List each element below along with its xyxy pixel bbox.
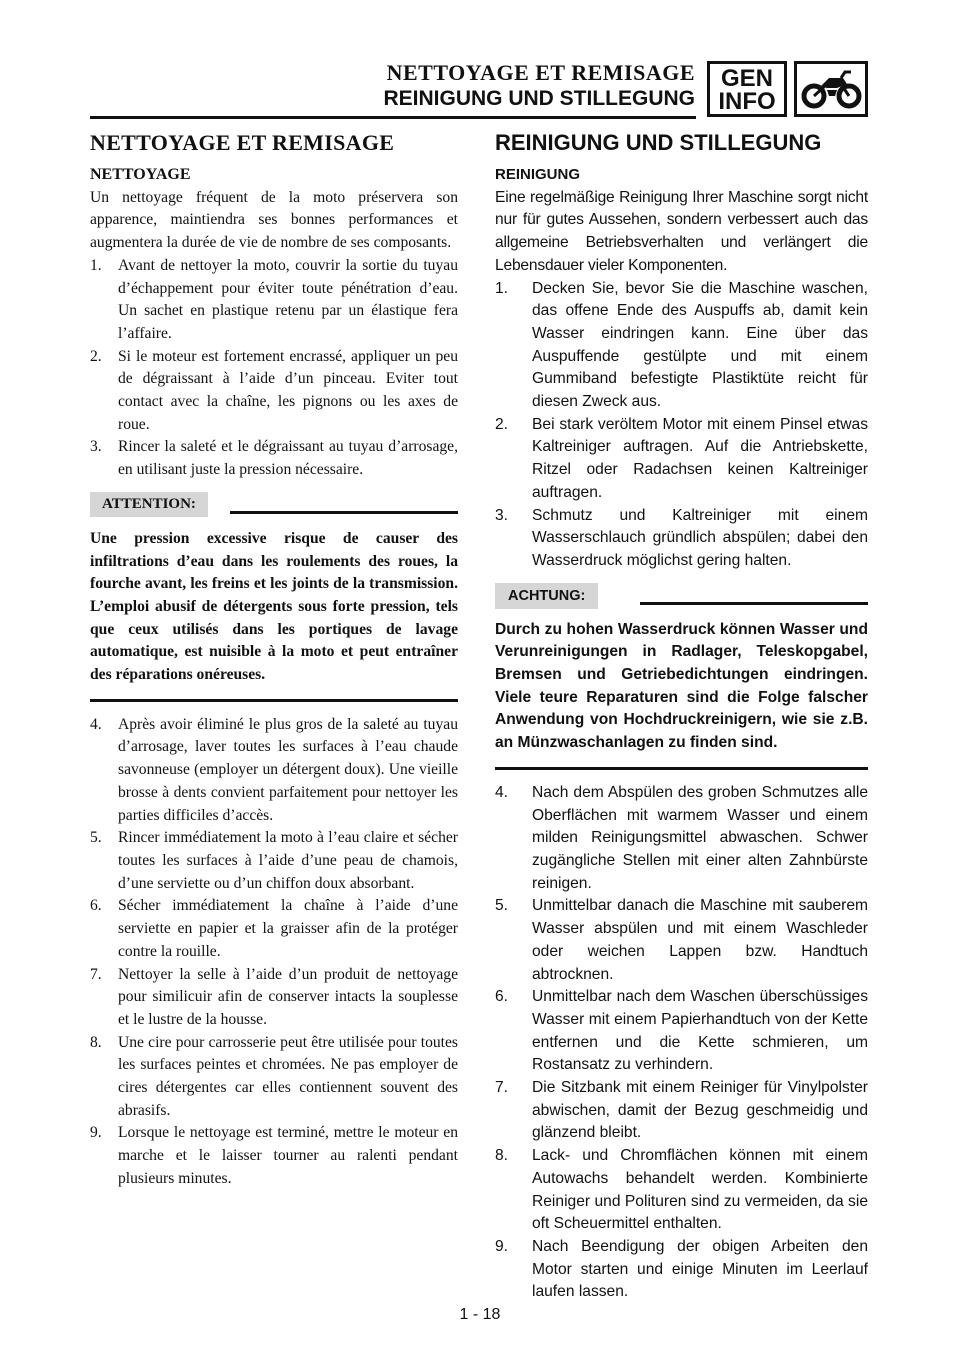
motorcycle-icon	[797, 64, 865, 114]
column-de	[495, 130, 868, 1304]
section-title-fr: NETTOYAGE ET REMISAGE	[90, 130, 395, 155]
warning-rule	[640, 602, 868, 605]
page-number: 1 - 18	[459, 1306, 501, 1323]
list-item: 2. Bei stark veröltem Motor mit einem Pinsel etwas Kaltreiniger auftragen. Auf die Antriebskette, Ritzel oder Radachsen keinen Kaltreiniger auftragen.	[495, 415, 868, 501]
list-item: 4. Nach dem Abspülen des groben Schmutzes alle Oberflächen mit warmem Wasser und einem milden Reinigungsmittel abwaschen. Schwer zugängliche Stellen mit einer alten Zahnbürste reinigen.	[495, 783, 868, 892]
list-item: 4. Après avoir éliminé le plus gros de la saleté au tuyau d’arrosage, laver toutes les surfaces à l’eau chaude savonneuse (employer un détergent doux). Une vieille brosse à dents convient parfaitement pour nettoyer les parties difficiles d’accès.	[90, 715, 458, 824]
warning-end-rule	[90, 699, 458, 702]
header-title-fr: NETTOYAGE ET REMISAGE	[386, 60, 695, 85]
warning-label-de: ACHTUNG:	[495, 583, 598, 610]
list-item: 7. Nettoyer la selle à l’aide d’un produit de nettoyage pour similicuir afin de conserver intacts la souplesse et le lustre de la housse.	[90, 965, 458, 1028]
header-title-de: REINIGUNG UND STILLEGUNG	[383, 87, 695, 110]
warning-end-rule	[495, 767, 868, 770]
warning-box-de	[495, 583, 868, 770]
list-item: 5. Rincer immédiatement la moto à l’eau claire et sécher toutes les surfaces à l’aide d’une peau de chamois, d’une serviette ou d’un chiffon doux absorbant.	[90, 829, 458, 892]
warning-box-fr	[90, 492, 458, 702]
section-title-de: REINIGUNG UND STILLEGUNG	[495, 130, 822, 155]
list-item: 2. Si le moteur est fortement encrassé, appliquer un peu de dégraissant à l’aide d’un pinceau. Eviter tout contact avec la chaîne, les pignons ou les axes de roue.	[90, 347, 458, 433]
intro-paragraph-de: Eine regelmäßige Reinigung Ihrer Maschine sorgt nicht nur für gutes Aussehen, sondern verbessert auch das allgemeine Betriebsverhalten und verlängert die Lebensdauer vieler Komponenten.	[495, 188, 868, 274]
list-item: 3. Rincer la saleté et le dégraissant au tuyau d’arrosage, en utilisant juste la pression nécessaire.	[90, 438, 458, 479]
list-item: 1. Decken Sie, bevor Sie die Maschine waschen, das offene Ende des Auspuffs ab, damit kein Wasser eindringen kann. Eine über das Auspuffende gestülpte und mit einem Gummiband befestigte Plastiktüte reicht für diesen Zweck aus.	[495, 279, 868, 411]
warning-text-de: Durch zu hohen Wasserdruck können Wasser und Verunreinigungen in Radlager, Teleskopgabel, Bremsen und Getriebedichtungen eindringen. Viele teure Reparaturen sind die Folge falscher Anwendung von Hochdruckreinigern, wie sie z.B. an Münzwaschanlagen zu finden sind.	[495, 620, 868, 752]
badge-line-2: INFO	[718, 88, 776, 115]
list-item: 3. Schmutz und Kaltreiniger mit einem Wasserschlauch gründlich abspülen; dabei den Wasserdruck möglichst gering halten.	[495, 506, 868, 569]
list-item: 8. Une cire pour carrosserie peut être utilisée pour toutes les surfaces peintes et chromées. Ne pas employer de cires détergentes car elles contiennent souvent des abrasifs.	[90, 1033, 458, 1119]
motorcycle-badge	[794, 61, 868, 117]
header-rule	[90, 116, 696, 119]
warning-rule	[230, 511, 458, 514]
badge-line-1: GEN	[720, 65, 773, 92]
list-item: 7. Die Sitzbank mit einem Reiniger für Vinylpolster abwischen, damit der Bezug geschmeidig und glänzend bleibt.	[495, 1079, 868, 1142]
warning-label-fr: ATTENTION:	[90, 492, 208, 517]
list-item: 6. Sécher immédiatement la chaîne à l’aide d’une serviette en papier et la graisser afin de la protéger contre la rouille.	[90, 897, 458, 960]
list-item: 8. Lack- und Chromflächen können mit einem Autowachs behandelt werden. Kombinierte Reiniger und Polituren sind zu vermeiden, da sie oft Scheuermittel enthalten.	[495, 1147, 868, 1233]
intro-paragraph-fr: Un nettoyage fréquent de la moto préservera son apparence, maintiendra ses bonnes performances et augmentera la durée de vie de nombre de ses composants.	[90, 188, 458, 252]
list-item: 1. Avant de nettoyer la moto, couvrir la sortie du tuyau d’échappement pour éviter toute pénétration d’eau. Un sachet en plastique retenu par un élastique fera l’affaire.	[90, 256, 458, 342]
subsection-title-de: REINIGUNG	[495, 166, 581, 183]
list-item: 9. Lorsque le nettoyage est terminé, mettre le moteur en marche et le laisser tourner au ralenti pendant plusieurs minutes.	[90, 1124, 458, 1187]
steps-list-fr-a	[90, 255, 458, 482]
column-fr	[90, 130, 458, 1191]
list-item: 5. Unmittelbar danach die Maschine mit sauberem Wasser abspülen und mit einem Waschleder oder weichen Lappen bzw. Handtuch abtrocknen.	[495, 897, 868, 983]
steps-list-de-b	[495, 782, 868, 1304]
list-item: 9. Nach Beendigung der obigen Arbeiten den Motor starten und einige Minuten im Leerlauf laufen lassen.	[495, 1237, 868, 1301]
gen-info-badge	[707, 61, 787, 117]
steps-list-fr-b	[90, 714, 458, 1191]
warning-text-fr: Une pression excessive risque de causer des infiltrations d’eau dans les roulements des roues, la fourche avant, les freins et les joints de la transmission. L’emploi abusif de détergents sous forte pression, tels que ceux utilisés dans les portiques de lavage automatique, est nuisible à la moto et peut entraîner des réparations onéreuses.	[90, 529, 458, 684]
list-item: 6. Unmittelbar nach dem Waschen überschüssiges Wasser mit einem Papierhandtuch von der Kette entfernen und die Kette schmieren, um Rostansatz zu verhindern.	[495, 988, 868, 1074]
subsection-title-fr: NETTOYAGE	[90, 166, 191, 183]
steps-list-de-a	[495, 278, 868, 573]
